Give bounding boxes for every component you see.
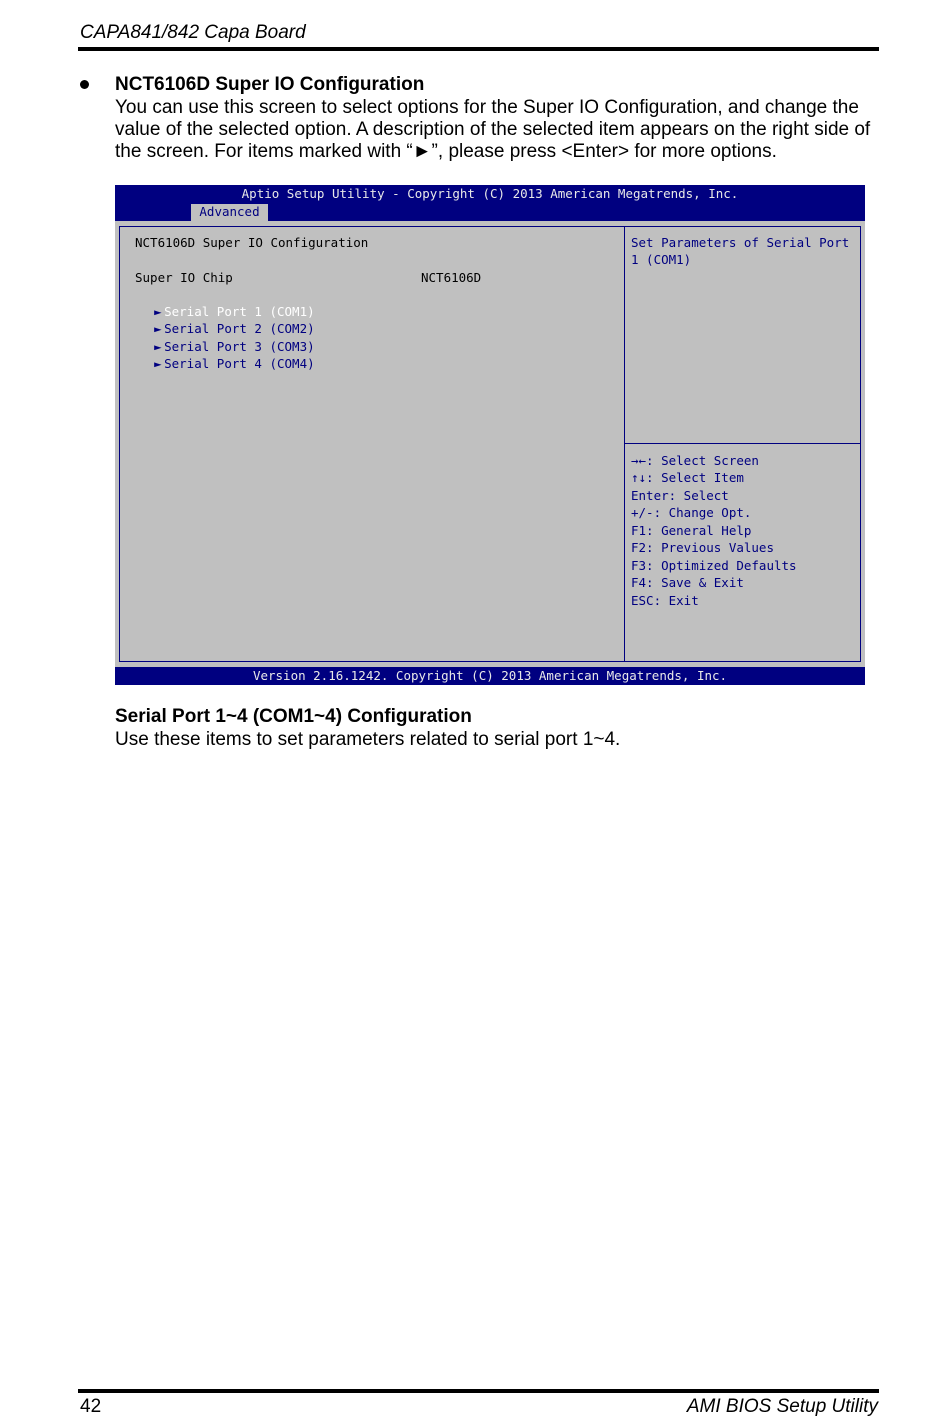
help-text-line-1: Set Parameters of Serial Port xyxy=(631,235,850,250)
key-hint-esc: ESC: Exit xyxy=(631,593,699,608)
bios-screenshot xyxy=(115,185,865,685)
key-hint-f3: F3: Optimized Defaults xyxy=(631,558,797,573)
bios-divider-horizontal xyxy=(625,443,860,444)
footer-title: AMI BIOS Setup Utility xyxy=(686,1396,878,1417)
page-number: 42 xyxy=(80,1396,102,1417)
menu-item-serial-port-4[interactable] xyxy=(124,338,315,389)
bios-chip-value: NCT6106D xyxy=(421,270,482,285)
section-body: You can use this screen to select options for the Super IO Configuration, and change the value of the selected option. A description of the selected item appears on the right side of the screen. For items marked with “►”, please press <Enter> for more options. xyxy=(115,97,871,162)
arrow-right-icon: ► xyxy=(154,356,162,371)
bullet-icon xyxy=(80,80,89,89)
key-hint-f1: F1: General Help xyxy=(631,523,752,538)
bios-version-bar xyxy=(115,667,865,685)
menu-item-label: Serial Port 2 (COM2) xyxy=(164,321,315,336)
arrow-right-icon: ► xyxy=(154,339,162,354)
bios-title: Aptio Setup Utility - Copyright (C) 2013 American Megatrends, Inc. xyxy=(241,186,739,201)
key-hint-enter: Enter: Select xyxy=(631,488,729,503)
arrow-right-icon: ► xyxy=(154,321,162,336)
bios-title-bar xyxy=(115,185,865,221)
arrow-right-icon: ► xyxy=(154,304,162,319)
bios-version: Version 2.16.1242. Copyright (C) 2013 American Megatrends, Inc. xyxy=(252,668,728,683)
section-heading: NCT6106D Super IO Configuration xyxy=(115,74,425,95)
key-hint-change-opt: +/-: Change Opt. xyxy=(631,505,752,520)
key-hint-f2: F2: Previous Values xyxy=(631,540,774,555)
key-hint-f4: F4: Save & Exit xyxy=(631,575,744,590)
menu-item-label: Serial Port 3 (COM3) xyxy=(164,339,315,354)
menu-item-label: Serial Port 1 (COM1) xyxy=(164,304,315,319)
key-hint-select-item: ↑↓: Select Item xyxy=(631,470,744,485)
menu-item-label: Serial Port 4 (COM4) xyxy=(164,356,315,371)
subsection-body: Use these items to set parameters related to serial port 1~4. xyxy=(115,729,621,750)
tab-advanced[interactable]: Advanced xyxy=(191,204,268,221)
footer-rule xyxy=(78,1389,879,1393)
subsection-heading: Serial Port 1~4 (COM1~4) Configuration xyxy=(115,706,472,727)
bios-chip-label: Super IO Chip xyxy=(135,270,233,285)
key-hint-select-screen: →←: Select Screen xyxy=(631,453,759,468)
page-header-title: CAPA841/842 Capa Board xyxy=(80,22,306,43)
help-text-line-2: 1 (COM1) xyxy=(631,252,692,267)
bios-page-title: NCT6106D Super IO Configuration xyxy=(135,235,369,250)
header-rule xyxy=(78,47,879,51)
